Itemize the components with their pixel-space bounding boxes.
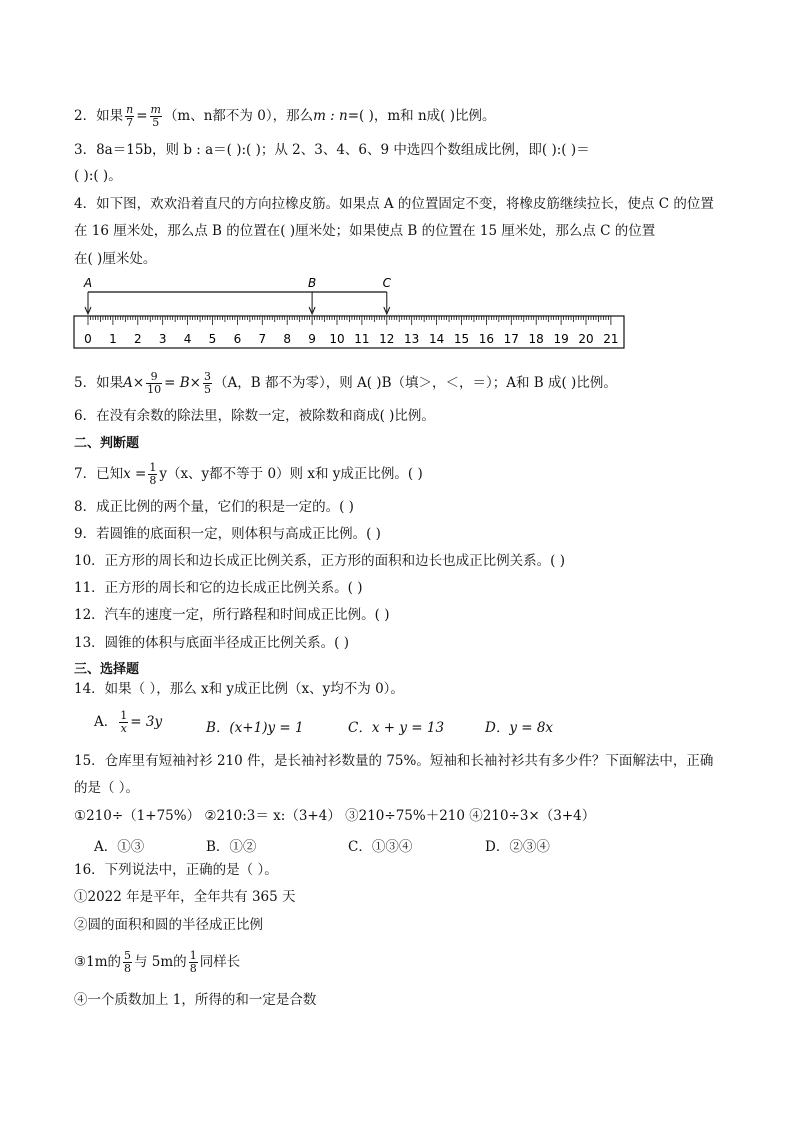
q14-option-a	[94, 710, 162, 735]
ruler-tick-label: 7	[258, 332, 267, 346]
ruler-tick-label: 16	[478, 332, 495, 346]
q16-s3-frac1-num: 5	[124, 949, 131, 962]
q14-a-frac-den: x	[120, 722, 127, 735]
ruler-tick-label: 11	[354, 332, 370, 346]
q16-s3-fraction-1	[123, 950, 132, 975]
q7-rest: y（x、y都不等于 0）则 x和 y成正比例。( )	[159, 466, 423, 482]
question-12: 12．汽车的速度一定，所行路程和时间成正比例。( )	[74, 607, 390, 623]
question-2	[74, 104, 495, 129]
q2-ratio: m : n	[313, 108, 348, 124]
q14-a-frac-num: 1	[120, 709, 128, 722]
ruler-tick-label: 6	[233, 332, 242, 346]
q16-statement-2: ②圆的面积和圆的半径成正比例	[74, 917, 263, 933]
q2-frac2-num: m	[150, 103, 161, 116]
ruler-points	[83, 276, 392, 314]
question-15-line-1: 15．仓库里有短袖衬衫 210 件，是长袖衬衫数量的 75%。短袖和长袖衬衫共有多少件？下面解法中，正确	[74, 753, 714, 769]
ruler-tick-label: 5	[208, 332, 217, 346]
q14-option-a-fraction	[119, 710, 128, 735]
question-3-line-1: 3．8a＝15b，则 b : a＝( ):( )；从 2、3、4、6、9 中选四个数组成比例，即( ):( )＝	[74, 142, 590, 158]
ruler-tick-label: 15	[453, 332, 470, 346]
ruler-diagram	[0, 272, 794, 352]
ruler-tick-label: 20	[578, 332, 594, 346]
q5-frac1-num: 9	[146, 371, 162, 384]
q16-s3-middle: 与 5m的	[134, 954, 187, 970]
q7-fraction	[148, 462, 157, 487]
question-10: 10．正方形的周长和边长成正比例关系，正方形的面积和边长也成正比例关系。( )	[74, 553, 566, 569]
q15-option-b: B．①②	[206, 839, 257, 855]
q5-frac1-den: 10	[147, 383, 162, 396]
q2-fraction-2	[150, 104, 162, 129]
point-label-c: C	[382, 276, 391, 290]
q15-option-a: A．①③	[94, 839, 145, 855]
q5-fraction-1	[146, 371, 162, 396]
q16-s3-fraction-2	[189, 950, 198, 975]
q5-a-term: A×	[123, 375, 145, 391]
question-13: 13．圆锥的体积与底面半径成正比例关系。( )	[74, 635, 350, 651]
q14-option-a-rest: = 3y	[130, 714, 163, 730]
q14-option-c: C．x + y = 13	[348, 720, 445, 736]
point-label-b: B	[307, 276, 317, 290]
q7-frac-num: 1	[149, 461, 157, 474]
ruler-tick-label: 21	[603, 332, 619, 346]
q14-option-a-label: A．	[94, 714, 118, 730]
q16-s3-frac2-num: 1	[189, 949, 197, 962]
q15-option-c: C．①③④	[348, 839, 413, 855]
point-label-a: A	[83, 276, 93, 290]
question-7	[74, 462, 423, 487]
q16-s3-prefix: ③1m的	[74, 954, 121, 970]
q2-condition: （m、n都不为 0），那么	[163, 108, 314, 124]
q2-prefix: 2．如果	[74, 108, 124, 124]
q2-frac2-den: 5	[152, 116, 160, 129]
q16-statement-4: ④一个质数加上 1，所得的和一定是合数	[74, 992, 317, 1008]
ruler-tick-label: 9	[308, 332, 316, 346]
ruler-tick-label: 4	[183, 332, 192, 346]
q5-frac2-den: 5	[204, 383, 211, 396]
q16-s3-frac1-den: 8	[124, 962, 131, 975]
ruler-tick-label: 3	[158, 332, 167, 346]
question-15-line-2: 的是（ ）。	[74, 780, 140, 796]
q5-b-term: = B×	[164, 375, 201, 391]
q2-rest: =( )，m和 n成( )比例。	[347, 108, 496, 124]
q2-frac1-den: 7	[126, 116, 134, 129]
question-6: 6．在没有余数的除法里，除数一定，被除数和商成( )比例。	[74, 408, 435, 424]
question-4-line-3: 在( )厘米处。	[74, 251, 157, 267]
q5-frac2-num: 3	[204, 370, 211, 383]
ruler-tick-label: 1	[109, 332, 117, 346]
ruler-tick-label: 12	[379, 332, 395, 346]
q14-option-d: D．y = 8x	[485, 720, 554, 736]
q14-option-b: B．(x+1)y = 1	[206, 720, 304, 736]
q5-fraction-2	[203, 371, 212, 396]
question-4-line-1: 4．如下图，欢欢沿着直尺的方向拉橡皮筋。如果点 A 的位置固定不变，将橡皮筋继续拉长，使点 C 的位置	[74, 196, 714, 212]
ruler-tick-label: 8	[283, 332, 292, 346]
ruler-tick-label: 10	[329, 332, 345, 346]
q5-prefix: 5．如果	[74, 375, 124, 391]
ruler-tick-label: 19	[553, 332, 569, 346]
section-2-title: 二、判断题	[74, 436, 140, 451]
q15-option-d: D．②③④	[485, 839, 550, 855]
q2-equals: =	[136, 108, 148, 124]
q16-s3-frac2-den: 8	[189, 962, 197, 975]
question-11: 11．正方形的周长和它的边长成正比例关系。( )	[74, 580, 363, 596]
question-3-line-2: ( ):( )。	[74, 168, 122, 184]
q7-prefix: 7．已知	[74, 466, 124, 482]
question-8: 8．成正比例的两个量，它们的积是一定的。( )	[74, 499, 354, 515]
q2-frac1-num: n	[126, 103, 134, 116]
q16-statement-1: ①2022 年是平年，全年共有 365 天	[74, 889, 296, 905]
ruler-tick-label: 18	[528, 332, 544, 346]
ruler-tick-label: 2	[133, 332, 142, 346]
ruler-tick-label: 14	[428, 332, 445, 346]
q2-fraction-1	[125, 104, 134, 129]
ruler-tick-label: 0	[84, 332, 92, 346]
q16-s3-suffix: 同样长	[199, 954, 241, 970]
question-14-stem: 14．如果（ ），那么 x和 y成正比例（x、y均不为 0）。	[74, 681, 404, 697]
question-15-methods: ①210÷（1+75%） ②210:3＝ x:（3+4） ③210÷75%＋210 ④210÷3×（3+4）	[74, 808, 596, 824]
section-3-title: 三、选择题	[74, 662, 140, 677]
q7-x-term: x =	[123, 466, 147, 482]
question-16-stem: 16．下列说法中，正确的是（ ）。	[74, 862, 278, 878]
q5-rest: （A，B 都不为零），则 A( )B（填＞，＜，＝）；A和 B 成( )比例。	[214, 375, 617, 391]
question-5	[74, 371, 617, 396]
question-4-line-2: 在 16 厘米处，那么点 B 的位置在( )厘米处；如果使点 B 的位置在 15 厘米处，那么点 C 的位置	[74, 223, 656, 239]
q7-frac-den: 8	[149, 474, 157, 487]
q16-statement-3	[74, 950, 240, 975]
question-9: 9．若圆锥的底面积一定，则体积与高成正比例。( )	[74, 526, 381, 542]
ruler-tick-label: 13	[404, 332, 420, 346]
ruler-tick-label: 17	[503, 332, 519, 346]
